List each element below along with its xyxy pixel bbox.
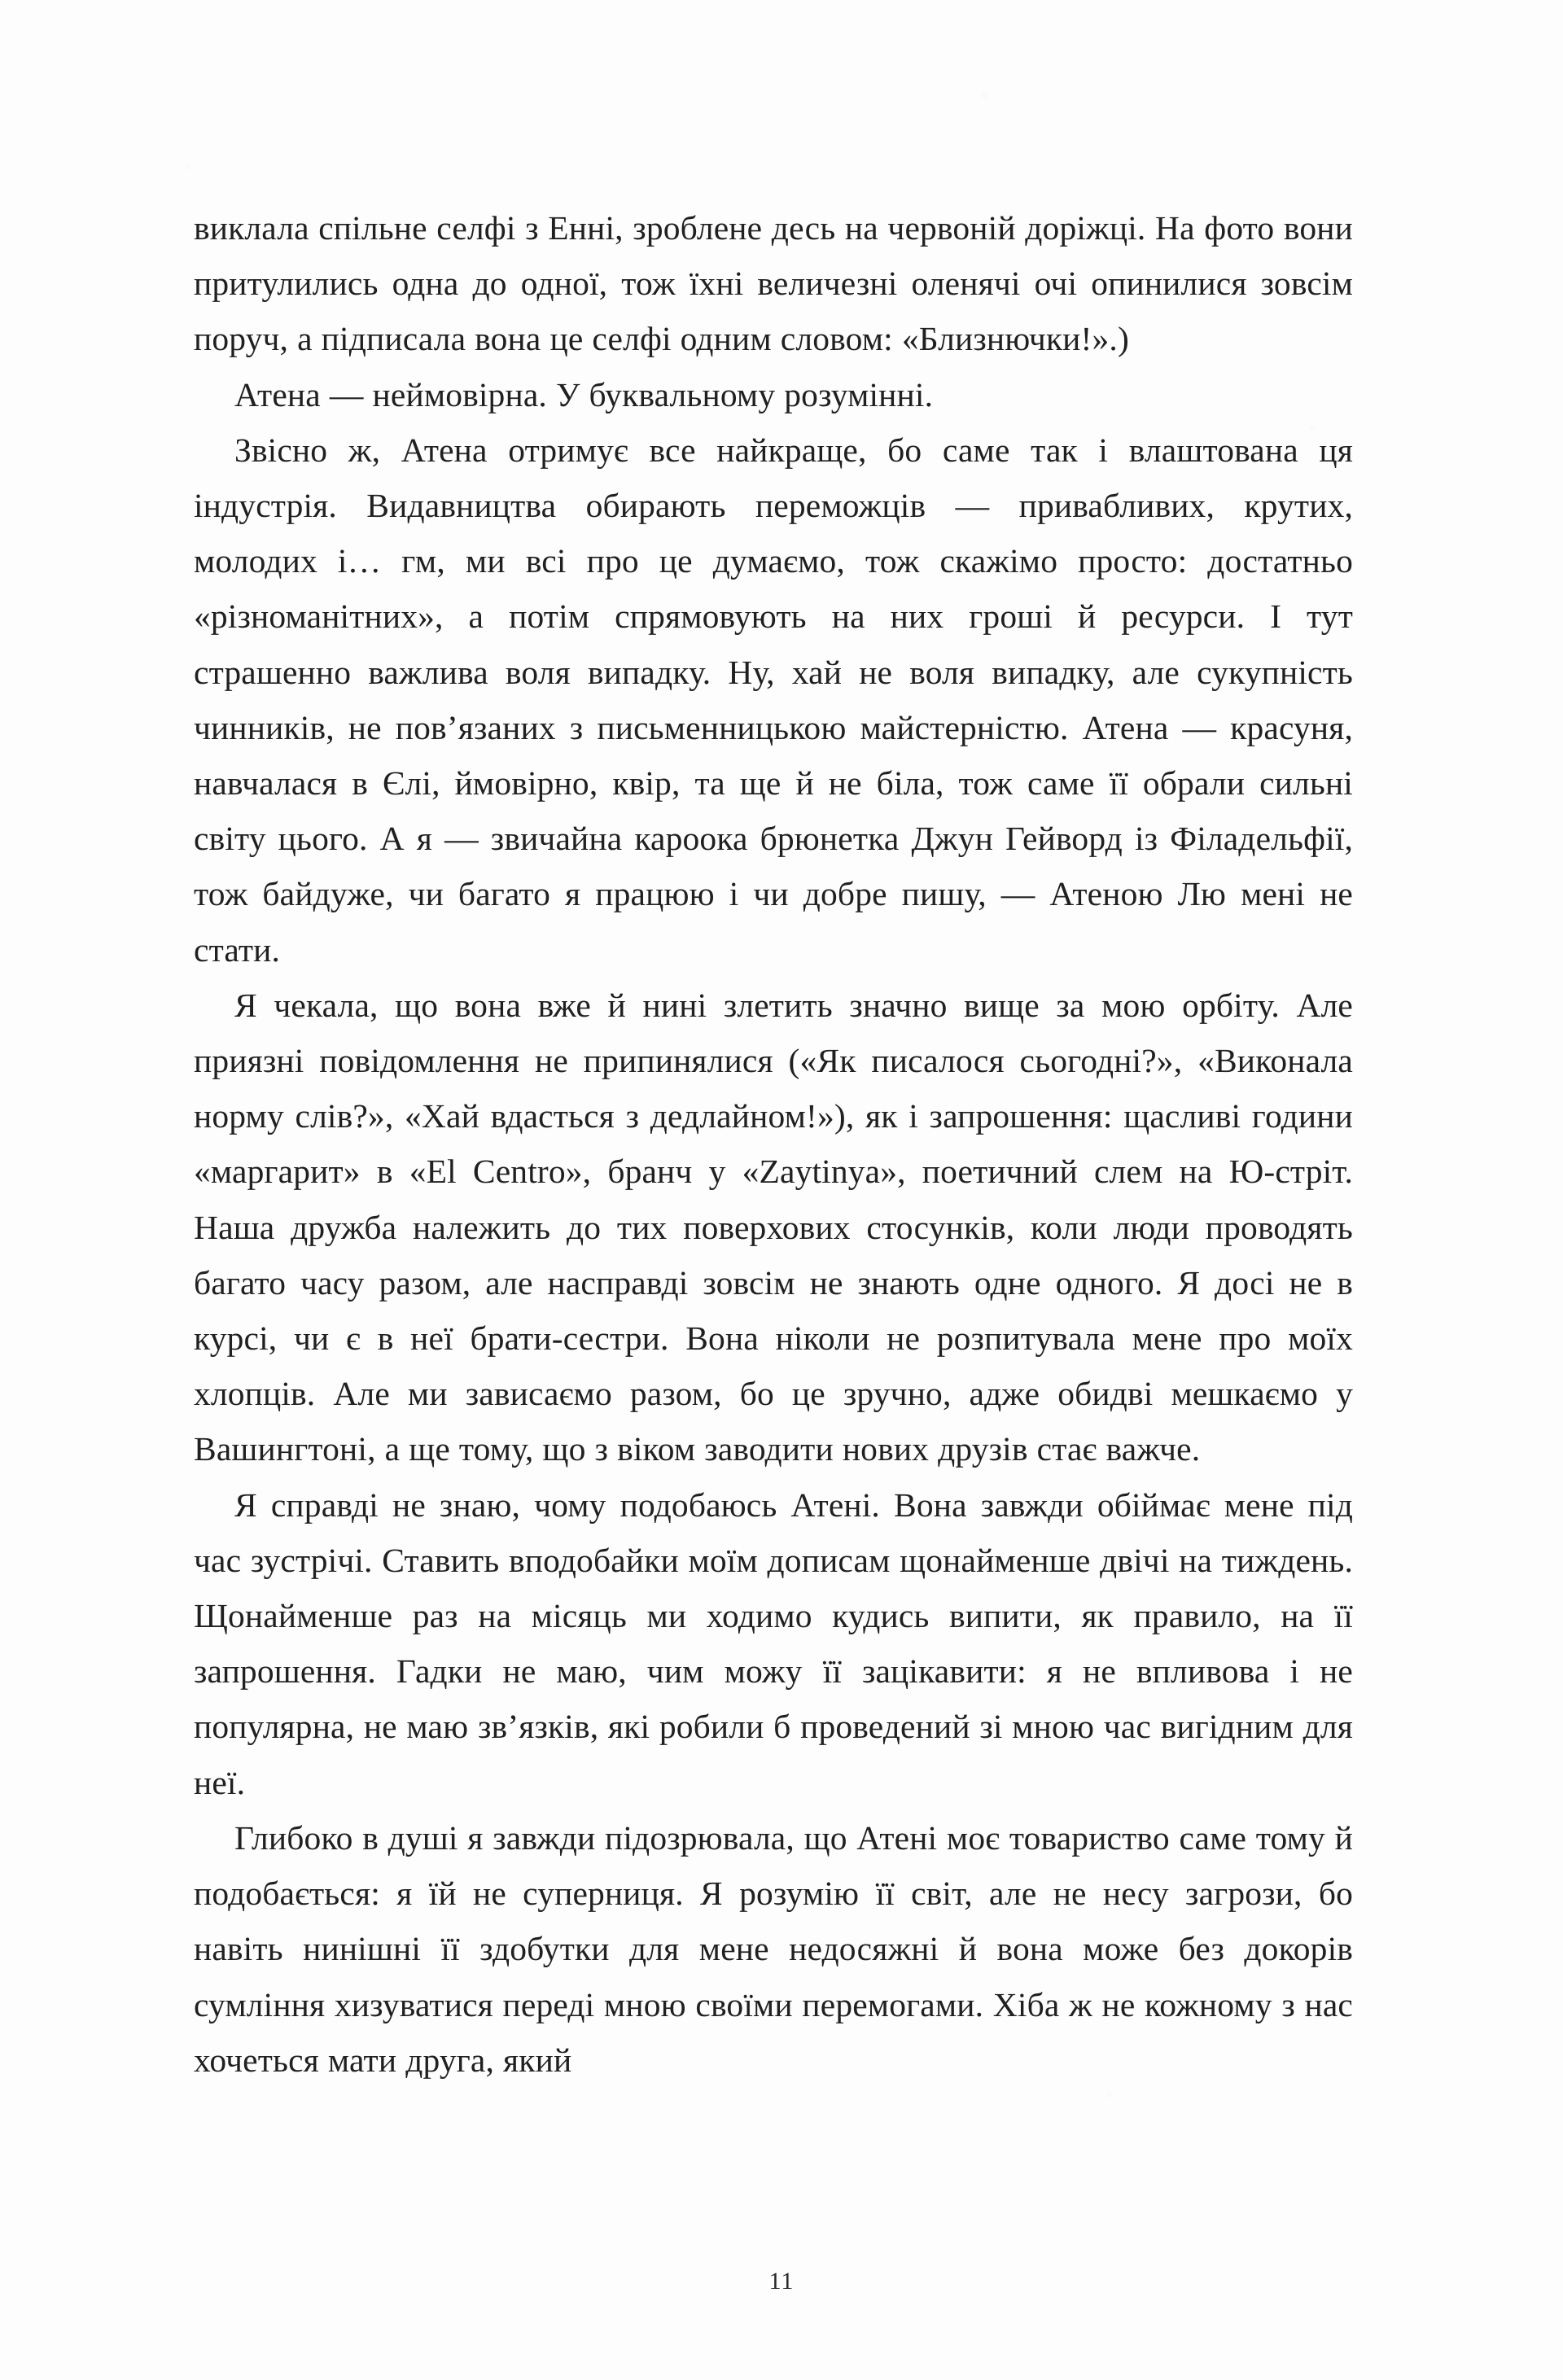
paragraph-orbit-friendship: Я чекала, що вона вже й нині злетить значно вище за мою орбіту. Але приязні повідомлення не припинялися («Як писалося сьогодні?», «Виконала норму слів?», «Хай вдасться з дедлайном!»), як і запрошення: щасливі години «маргарит» в «El Centro», бранч у «Zaytinya», поетичний слем на Ю-стріт. Наша дружба належить до тих поверхових стосунків, коли люди проводять багато часу разом, але насправді зовсім не знають одне одного. Я досі не в курсі, чи є в неї брати-сестри. Вона ніколи не розпитувала мене про моїх хлопців. Але ми зависаємо разом, бо це зручно, адже обидві мешкаємо у Вашингтоні, а ще тому, що з віком заводити нових друзів стає важче. — [194, 986, 1353, 1468]
page-text-block — [194, 200, 1353, 2088]
paragraph-no-rival: Глибоко в душі я завжди підозрювала, що Атені моє товариство саме тому й подобається: я їй не суперниця. Я розумію її світ, але не несу загрози, бо навіть нинішні її здобутки для мене недосяжні й вона може без докорів сумління хизуватися переді мною своїми перемогами. Хіба ж не кожному з нас хочеться мати друга, який — [194, 1818, 1353, 2079]
paragraph-industry: Звісно ж, Атена отримує все найкраще, бо саме так і влаштована ця індустрія. Видавництва обирають переможців — привабливих, крутих, молодих і… гм, ми всі про це думаємо, тож скажімо просто: достатньо «різноманітних», а потім спрямовують на них гроші й ресурси. І тут страшенно важлива воля випадку. Ну, хай не воля випадку, але сукупність чинників, не пов’язаних з письменницькою майстерністю. Атена — красуня, навчалася в Єлі, ймовірно, квір, та ще й не біла, тож саме її обрали сильні світу цього. А я — звичайна кароока брюнетка Джун Гейворд із Філадельфії, тож байдуже, чи багато я працюю і чи добре пишу, — Атеною Лю мені не стати. — [194, 431, 1353, 969]
page-number: 11 — [768, 2268, 795, 2295]
paragraph-athena-incredible: Атена — неймовірна. У буквальному розумінні. — [234, 375, 934, 413]
paragraph-selfie-continuation: виклала спільне селфі з Енні, зроблене десь на червоній доріжці. На фото вони притулились одна до одної, тож їхні величезні оленячі очі опинилися зовсім поруч, а підписала вона це селфі одним словом: «Близнючки!».) — [194, 209, 1353, 358]
paragraph-why-athena-likes-me: Я справді не знаю, чому подобаюсь Атені. Вона завжди обіймає мене під час зустрічі. Ставить вподобайки моїм дописам щонайменше двічі на тиждень. Щонайменше раз на місяць ми ходимо кудись випити, як правило, на її запрошення. Гадки не маю, чим можу її зацікавити: я не впливова і не популярна, не маю зв’язків, які робили б проведений зі мною час вигідним для неї. — [194, 1485, 1353, 1801]
